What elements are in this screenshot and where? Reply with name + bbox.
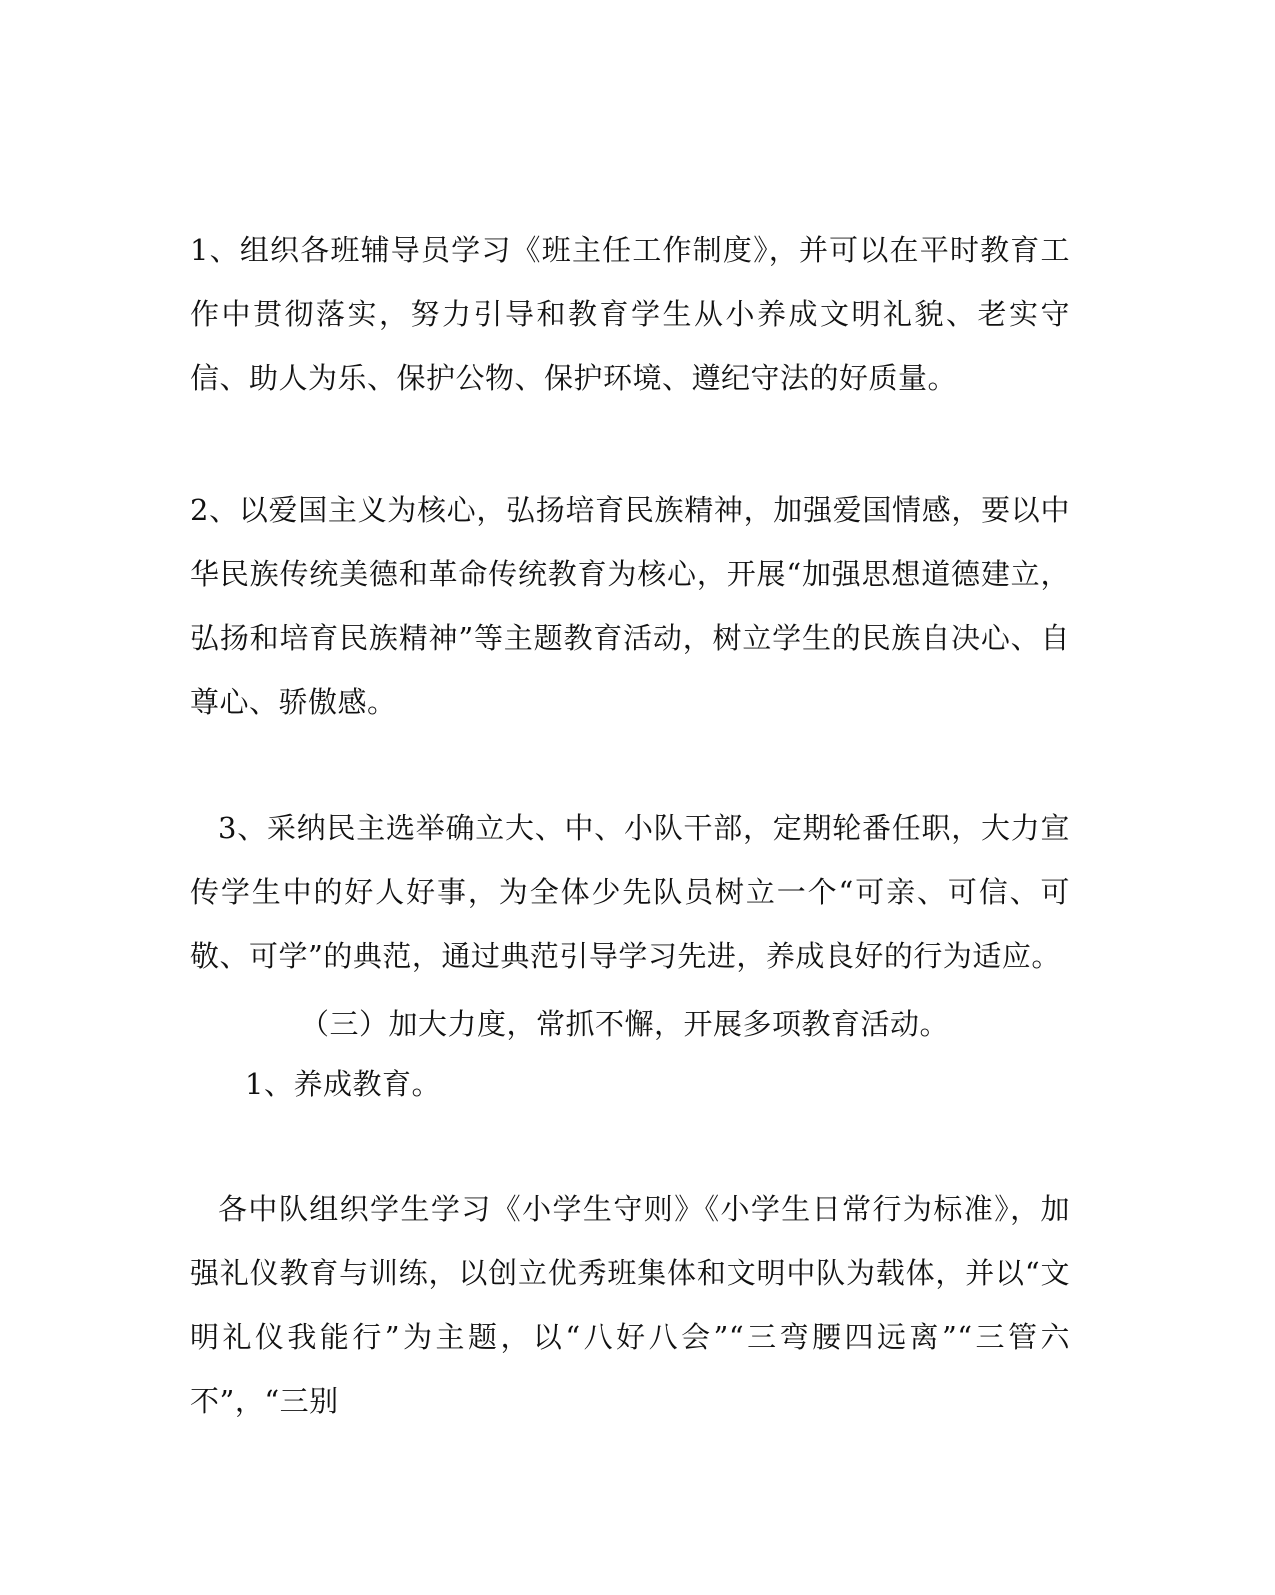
paragraph-3: 3、采纳民主选举确立大、中、小队干部，定期轮番任职，大力宣传学生中的好人好事，为全体少先队员树立一个“可亲、可信、可敬、可学”的典范，通过典范引导学习先进，养成良好的行为适应。 xyxy=(190,811,1070,973)
paragraph-1: 1、组织各班辅导员学习《班主任工作制度》，并可以在平时教育工作中贯彻落实，努力引导和教育学生从小养成文明礼貌、老实守信、助人为乐、保护公物、保护环境、遵纪守法的好质量。 xyxy=(190,233,1070,395)
paragraph-4: 各中队组织学生学习《小学生守则》《小学生日常行为标准》，加强礼仪教育与训练，以创立优秀班集体和文明中队为载体，并以“文明礼仪我能行”为主题，以“八好八会”“三弯腰四远离”“三管六不”，“三别 xyxy=(190,1192,1070,1418)
subsection-heading: 1、养成教育。 xyxy=(245,1067,441,1101)
section-heading: （三）加大力度，常抓不懈，开展多项教育活动。 xyxy=(300,1007,950,1041)
paragraph-2: 2、以爱国主义为核心，弘扬培育民族精神，加强爱国情感，要以中华民族传统美德和革命传统教育为核心，开展“加强思想道德建立，弘扬和培育民族精神”等主题教育活动，树立学生的民族自决心、自尊心、骄傲感。 xyxy=(190,493,1070,719)
